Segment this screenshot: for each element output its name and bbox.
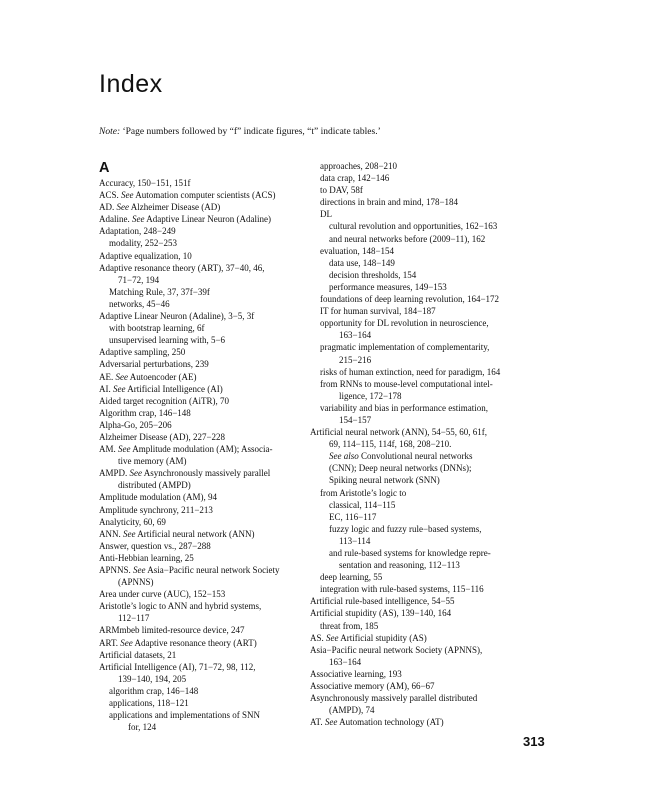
index-entry: Adaline. See Adaptive Linear Neuron (Adaline)	[99, 214, 271, 225]
index-entry: pragmatic implementation of complementarity,	[320, 342, 490, 353]
index-entry: for, 124	[128, 722, 157, 733]
index-entry: Associative learning, 193	[310, 668, 402, 679]
index-entry: classical, 114−115	[329, 499, 396, 510]
index-entry: Aristotle’s logic to ANN and hybrid systems,	[99, 601, 262, 612]
index-entry: Alzheimer Disease (AD), 227−228	[99, 431, 226, 442]
index-entry: AS. See Artificial stupidity (AS)	[310, 632, 427, 643]
index-entry: AI. See Artificial Intelligence (AI)	[99, 383, 223, 394]
index-entry: Associative memory (AM), 66−67	[310, 681, 435, 692]
index-entry: fuzzy logic and fuzzy rule−based systems,	[329, 523, 482, 534]
index-entry: with bootstrap learning, 6f	[109, 323, 205, 334]
index-entry: opportunity for DL revolution in neuroscience,	[320, 318, 489, 329]
index-entry: (AMPD), 74	[329, 705, 375, 716]
index-entry: ARMmbeb limited-resource device, 247	[99, 625, 245, 636]
index-entry: distributed (AMPD)	[118, 480, 191, 491]
index-entries-left	[99, 177, 299, 733]
index-entry: networks, 45−46	[109, 298, 170, 309]
index-entry: applications, 118−121	[109, 698, 189, 709]
index-entry: Answer, question vs., 287−288	[99, 540, 211, 551]
index-entry: AE. See Autoencoder (AE)	[99, 371, 197, 382]
index-column-right	[310, 160, 540, 728]
index-entry: 71−72, 194	[118, 274, 160, 285]
index-entry: variability and bias in performance estimation,	[320, 402, 488, 413]
index-entry: Adversarial perturbations, 239	[99, 359, 209, 370]
index-entry: 69, 114−115, 114f, 168, 208−210.	[329, 439, 452, 450]
index-entry: (APNNS)	[118, 577, 154, 588]
index-entry: applications and implementations of SNN	[109, 710, 260, 721]
index-entry: data crap, 142−146	[320, 173, 390, 184]
index-entry: 112−117	[118, 613, 150, 624]
index-entry: Matching Rule, 37, 37f−39f	[109, 286, 210, 297]
index-entry: data use, 148−149	[329, 257, 395, 268]
index-entry: from Aristotle’s logic to	[320, 487, 407, 498]
index-entry: foundations of deep learning revolution, 164−172	[320, 294, 500, 305]
index-entry: cultural revolution and opportunities, 162−163	[329, 221, 498, 232]
index-entry: and rule-based systems for knowledge repre-	[329, 548, 491, 558]
index-entry: Amplitude synchrony, 211−213	[99, 504, 213, 515]
index-entry: 139−140, 194, 205	[118, 673, 187, 684]
index-entry: Alpha-Go, 205−206	[99, 419, 172, 430]
index-entry: Analyticity, 60, 69	[99, 516, 166, 527]
index-entry: ACS. See Automation computer scientists (ACS)	[99, 190, 276, 201]
note-label: Note:	[99, 127, 121, 137]
index-entry: performance measures, 149−153	[329, 281, 447, 292]
index-entry: to DAV, 58f	[320, 185, 363, 196]
index-entry: See also Convolutional neural networks	[329, 451, 473, 462]
index-entry: Accuracy, 150−151, 151f	[99, 178, 191, 188]
note-text: ‘Page numbers followed by “f” indicate figures, “t” indicate tables.’	[120, 127, 381, 137]
index-entry: APNNS. See Asia−Pacific neural network Society	[99, 565, 280, 575]
index-entry: Adaptive sampling, 250	[99, 347, 186, 358]
index-entry: tive memory (AM)	[118, 456, 187, 467]
index-entry: Amplitude modulation (AM), 94	[99, 492, 217, 503]
index-entry: Asia−Pacific neural network Society (APNNS),	[310, 644, 483, 655]
index-entry: AM. See Amplitude modulation (AM); Associa-	[99, 444, 273, 455]
index-note	[99, 127, 381, 137]
index-entry: unsupervised learning with, 5−6	[109, 335, 226, 346]
index-entry: 163−164	[339, 330, 372, 341]
index-entry: 215−216	[339, 354, 372, 365]
index-entry: algorithm crap, 146−148	[109, 685, 199, 696]
index-entry: evaluation, 148−154	[320, 245, 395, 256]
page-title: Index	[99, 70, 163, 98]
index-entry: AD. See Alzheimer Disease (AD)	[99, 202, 221, 213]
section-letter-a: A	[99, 160, 110, 176]
index-entry: AMPD. See Asynchronously massively parallel	[99, 468, 271, 479]
index-entry: (CNN); Deep neural networks (DNNs);	[329, 463, 472, 474]
index-entry: ligence, 172−178	[339, 390, 402, 401]
index-entry: Adaptive Linear Neuron (Adaline), 3−5, 3f	[99, 311, 255, 322]
index-entry: Aided target recognition (AiTR), 70	[99, 395, 230, 406]
index-entry: 113−114	[339, 535, 371, 546]
index-entry: threat from, 185	[320, 620, 379, 631]
index-entry: Anti-Hebbian learning, 25	[99, 552, 194, 563]
page-number: 313	[523, 734, 545, 749]
index-entry: Area under curve (AUC), 152−153	[99, 589, 226, 600]
index-entry: Algorithm crap, 146−148	[99, 407, 191, 418]
index-entry: Asynchronously massively parallel distributed	[310, 693, 478, 704]
index-entry: IT for human survival, 184−187	[320, 306, 436, 317]
index-entry: Artificial Intelligence (AI), 71−72, 98, 112,	[99, 661, 256, 672]
index-entry: 154−157	[339, 414, 372, 425]
index-entry: Spiking neural network (SNN)	[329, 475, 440, 486]
index-column-left	[99, 159, 299, 733]
index-entry: Adaptive resonance theory (ART), 37−40, 46,	[99, 262, 265, 273]
index-entry: and neural networks before (2009−11), 162	[329, 233, 486, 244]
index-entry: decision thresholds, 154	[329, 269, 417, 280]
index-entry: Artificial stupidity (AS), 139−140, 164	[310, 608, 452, 619]
index-entry: risks of human extinction, need for paradigm, 164	[320, 366, 501, 377]
index-entry: 163−164	[329, 656, 362, 667]
index-entry: deep learning, 55	[320, 572, 383, 583]
index-entry: integration with rule-based systems, 115−116	[320, 584, 484, 595]
index-entry: DL	[320, 209, 332, 220]
index-entry: AT. See Automation technology (AT)	[310, 717, 444, 728]
index-entry: Adaptation, 248−249	[99, 226, 176, 237]
index-entry: Artificial rule-based intelligence, 54−55	[310, 596, 455, 607]
index-entry: directions in brain and mind, 178−184	[320, 197, 459, 208]
index-entry: sentation and reasoning, 112−113	[339, 560, 460, 571]
index-entry: ART. See Adaptive resonance theory (ART)	[99, 637, 257, 648]
index-entry: from RNNs to mouse-level computational intel-	[320, 378, 493, 389]
index-entry: Artificial datasets, 21	[99, 649, 177, 660]
index-entry: EC, 116−117	[329, 511, 377, 522]
index-entry: approaches, 208−210	[320, 161, 398, 171]
index-entry: modality, 252−253	[109, 238, 177, 249]
index-entry: ANN. See Artificial neural network (ANN)	[99, 528, 255, 539]
index-entry: Adaptive equalization, 10	[99, 250, 192, 261]
index-entry: Artificial neural network (ANN), 54−55, 60, 61f,	[310, 427, 488, 438]
index-entries-right	[310, 160, 540, 728]
